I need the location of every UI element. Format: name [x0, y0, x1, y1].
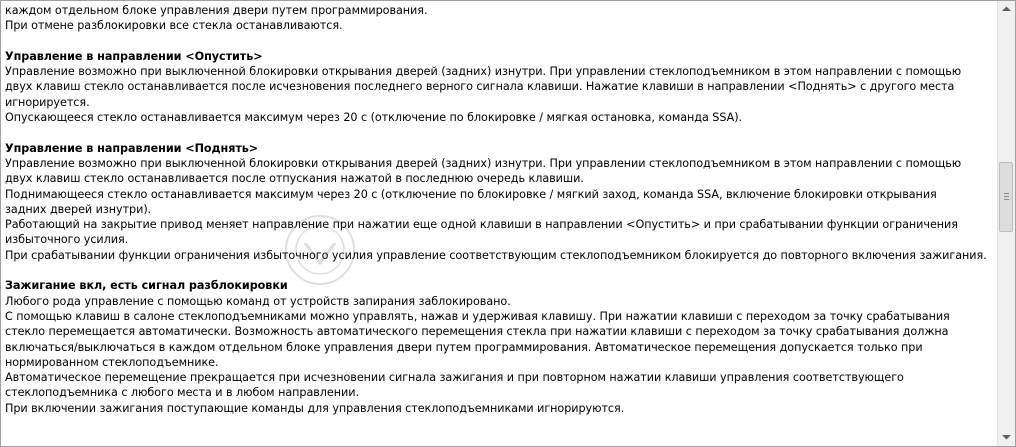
scroll-up-button[interactable] — [998, 1, 1015, 18]
text-line: двух клавиш стекло останавливается после исчезновения последнего верного сигнала клавиши. Нажатие клавиши в направлении <Поднять> с другого места — [5, 80, 955, 94]
text-line: Управление возможно при выключенной блокировки открывания дверей (задних) изнутри. При управлении стеклоподъемником в этом направлении с помощью — [5, 65, 962, 79]
thumb-grip-line — [1004, 193, 1009, 194]
text-line: При отмене разблокировки все стекла останавливаются. — [5, 19, 343, 33]
vertical-scrollbar[interactable] — [997, 1, 1015, 446]
watermark-seal-icon — [283, 213, 357, 287]
text-line: каждом отдельном блоке управления двери путем программирования. — [5, 4, 428, 17]
text-line: игнорируется. — [5, 95, 90, 109]
section-heading: Управление в направлении <Опустить> — [5, 49, 263, 63]
paragraph-spacer — [5, 263, 995, 278]
thumb-grip-line — [1004, 196, 1009, 197]
text-line: Поднимающееся стекло останавливается максимум через 20 с (отключение по блокировке / мягкий заход, команда SSA, включение блокировки открывания — [5, 187, 937, 201]
text-line: Любого рода управление с помощью команд от устройств запирания заблокировано. — [5, 294, 511, 308]
text-line: Работающий на закрытие привод меняет направление при нажатии еще одной клавиши в направлении <Опустить> и при срабатывании функции ограничения — [5, 218, 958, 232]
text-line: стеклоподъемника с любого места и в любом направлении. — [5, 386, 359, 400]
text-line: Автоматическое перемещение прекращается при исчезновении сигнала зажигания и при повторном нажатии клавиши управления соответствующего — [5, 371, 904, 385]
scroll-down-button[interactable] — [998, 429, 1015, 446]
text-line: Управление возможно при выключенной блокировки открывания дверей (задних) изнутри. При управлении стеклоподъемником в этом направлении с помощью — [5, 156, 962, 170]
arrow-down-icon — [1002, 434, 1011, 440]
text-line: двух клавиш стекло останавливается после отпускания нажатой в последнюю очередь клавиши. — [5, 172, 584, 186]
text-line: С помощью клавиш в салоне стеклоподъемниками можно управлять, нажав и удерживая клавишу. При нажатии клавиши с переходом за точку срабатывания — [5, 309, 950, 323]
section-heading: Зажигание вкл, есть сигнал разблокировки — [5, 279, 288, 293]
text-line: нормированном стеклоподъемнике. — [5, 355, 219, 369]
section-heading: Управление в направлении <Поднять> — [5, 141, 259, 155]
thumb-grip-line — [1004, 199, 1009, 200]
text-line: включаться/выключаться в каждом отдельном блоке управления двери путем программирования. Автоматическое перемещения допускается только при — [5, 340, 923, 354]
text-line: избыточного усилия. — [5, 233, 129, 247]
arrow-up-icon — [1002, 6, 1011, 12]
paragraph-spacer — [5, 34, 995, 49]
document-content — [5, 3, 995, 416]
paragraph-spacer — [5, 125, 995, 140]
text-line: При срабатывании функции ограничения избыточного усилия управление соответствующим стеклоподъемником блокируется до повторного включения зажигания. — [5, 248, 987, 262]
text-line: задних дверей изнутри). — [5, 202, 152, 216]
text-line: При включении зажигания поступающие команды для управления стеклоподъемниками игнорируются. — [5, 401, 625, 415]
text-line: стекло перемещается автоматически. Возможность автоматического перемещения стекла при нажатии клавиши с переходом за точку срабатывания должна — [5, 325, 949, 339]
text-line: Опускающееся стекло останавливается максимум через 20 с (отключение по блокировке / мягкая остановка, команда SSA). — [5, 111, 743, 125]
scrollbar-thumb[interactable] — [999, 162, 1013, 232]
